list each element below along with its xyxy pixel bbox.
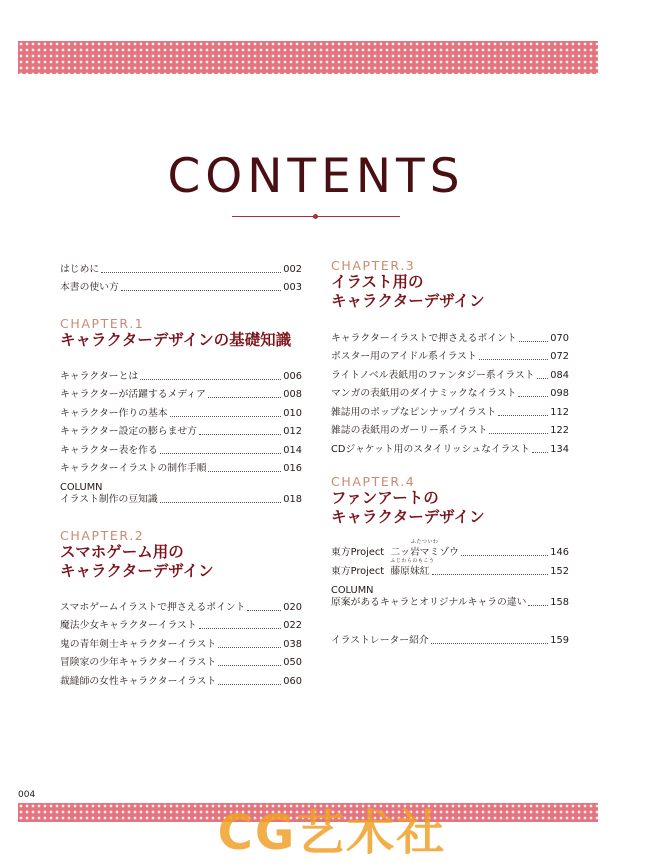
leader-dots [140, 379, 281, 380]
toc-entry-prefix: 東方Project [331, 565, 385, 577]
toc-left-column [60, 257, 302, 688]
toc-entry-title: 雑誌の表紙用のガーリー系イラスト [331, 425, 488, 436]
toc-entry-title: 鬼の青年剣士キャラクターイラスト [60, 638, 217, 650]
chapter-title[interactable]: イラスト用の キャラクターデザイン [331, 273, 485, 310]
toc-entry[interactable] [60, 438, 302, 457]
chapter-title[interactable]: キャラクターデザインの基礎知識 [60, 331, 292, 349]
page-title: CONTENTS [167, 149, 465, 204]
leader-dots [461, 555, 548, 556]
toc-entry-page: 159 [550, 635, 569, 646]
toc-entry[interactable] [60, 401, 302, 420]
toc-entry-title: キャラクター表を作る [60, 444, 158, 456]
chapter-label: CHAPTER.4 [331, 473, 416, 489]
toc-entry[interactable] [331, 559, 569, 578]
ruby-reading: ふじわらのもこう [390, 557, 435, 564]
toc-entry[interactable] [331, 541, 569, 560]
toc-entry[interactable] [331, 419, 569, 438]
toc-entry-title: 原案があるキャラとオリジナルキャラの違い [331, 596, 527, 608]
toc-entry[interactable] [60, 276, 302, 295]
leader-dots [218, 647, 281, 648]
toc-entry-title: 藤原妹紅 [390, 565, 430, 577]
page-number: 004 [18, 790, 36, 800]
toc-entry-page: 038 [283, 638, 302, 650]
leader-dots [160, 453, 282, 454]
toc-entry-page: 012 [283, 426, 302, 437]
toc-entry-page: 146 [550, 547, 569, 558]
toc-entry-title: マンガの表紙用のダイナミックなイラスト [331, 388, 517, 399]
toc-entry[interactable] [60, 632, 302, 651]
leader-dots [532, 452, 549, 453]
toc-entry-page: 084 [550, 369, 569, 381]
toc-column-entry[interactable] [60, 475, 302, 506]
leader-dots [479, 359, 549, 360]
toc-entry-title: 雑誌用のポップなピンナップイラスト [331, 406, 497, 418]
title-divider [232, 216, 400, 217]
toc-entry-page: 010 [283, 407, 302, 419]
toc-entry-title: 冒険家の少年キャラクターイラスト [60, 657, 217, 668]
toc-entry-page: 022 [283, 620, 302, 631]
toc-entry-page: 002 [283, 263, 302, 275]
toc-right-column [331, 258, 569, 647]
toc-entry[interactable] [331, 382, 569, 401]
toc-entry-title: キャラクターイラストで押さえるポイント [331, 332, 517, 344]
leader-dots [208, 471, 281, 472]
toc-entry-title: 裁縫師の女性キャラクターイラスト [60, 675, 217, 687]
toc-entry-page: 018 [283, 494, 302, 505]
toc-entry-page: 020 [283, 601, 302, 613]
leader-dots [218, 665, 281, 666]
chapter-title[interactable]: スマホゲーム用の キャラクターデザイン [60, 543, 214, 580]
toc-entry[interactable] [60, 595, 302, 614]
toc-entry[interactable] [60, 614, 302, 633]
toc-entry-title: イラスト制作の豆知識 [60, 494, 158, 505]
toc-entry-title: キャラクターイラストの制作手順 [60, 463, 207, 474]
toc-entry[interactable] [331, 629, 569, 648]
toc-entry-page: 060 [283, 675, 302, 687]
divider-dot [313, 214, 318, 219]
toc-entry[interactable] [331, 326, 569, 345]
toc-entry-title: 本書の使い方 [60, 282, 119, 293]
toc-entry-title: イラストレーター紹介 [331, 635, 429, 646]
toc-entry[interactable] [60, 364, 302, 383]
toc-entry-title: 魔法少女キャラクターイラスト [60, 620, 197, 631]
toc-entry-page: 152 [550, 565, 569, 577]
column-label: COLUMN [331, 584, 374, 596]
toc-entry[interactable] [60, 383, 302, 402]
leader-dots [431, 643, 549, 644]
toc-entry-page: 072 [550, 351, 569, 362]
toc-entry-page: 112 [550, 406, 569, 418]
toc-entry-page: 122 [550, 425, 569, 436]
leader-dots [208, 397, 281, 398]
top-decorative-band [18, 41, 598, 74]
toc-entry-page: 003 [283, 282, 302, 293]
leader-dots [498, 415, 548, 416]
toc-entry-title: 二ッ岩マミゾウ [390, 547, 459, 558]
toc-column-entry[interactable] [331, 578, 569, 609]
toc-entry-title: ポスター用のアイドル系イラスト [331, 351, 477, 362]
toc-entry-title: ライトノベル表紙用のファンタジー系イラスト [331, 369, 535, 381]
toc-entry[interactable] [331, 345, 569, 364]
leader-dots [218, 684, 281, 685]
toc-entry-title: キャラクターとは [60, 370, 139, 382]
toc-entry-page: 006 [283, 370, 302, 382]
leader-dots [518, 396, 548, 397]
toc-entry-page: 134 [550, 443, 569, 455]
toc-entry-page: 158 [550, 596, 569, 608]
chapter-title[interactable]: ファンアートの キャラクターデザイン [331, 488, 485, 526]
toc-entry-page: 098 [550, 388, 569, 399]
column-label: COLUMN [60, 482, 103, 493]
toc-entry[interactable] [331, 363, 569, 382]
toc-entry[interactable] [60, 457, 302, 476]
toc-entry[interactable] [60, 257, 302, 276]
ruby-reading: ふたついわ [410, 539, 439, 545]
toc-entry[interactable] [331, 437, 569, 456]
toc-entry-title: CDジャケット用のスタイリッシュなイラスト [331, 443, 530, 455]
toc-entry-page: 016 [283, 463, 302, 474]
leader-dots [432, 574, 549, 575]
toc-entry-prefix: 東方Project [331, 547, 385, 558]
toc-entry-title: はじめに [60, 263, 100, 275]
toc-entry[interactable] [60, 651, 302, 670]
leader-dots [199, 628, 282, 629]
leader-dots [247, 610, 281, 611]
toc-entry-page: 070 [550, 332, 569, 344]
leader-dots [121, 290, 282, 291]
leader-dots [528, 605, 548, 606]
watermark-logo: CG艺术社 [217, 805, 447, 861]
toc-entry-page: 008 [283, 389, 302, 400]
toc-entry[interactable] [60, 420, 302, 439]
leader-dots [101, 272, 281, 273]
leader-dots [489, 433, 548, 434]
toc-entry-title: キャラクター設定の膨らませ方 [60, 426, 197, 437]
toc-entry[interactable] [331, 400, 569, 419]
leader-dots [519, 341, 549, 342]
leader-dots [160, 502, 282, 503]
leader-dots [199, 434, 281, 435]
toc-entry-page: 014 [283, 444, 302, 456]
toc-entry-title: キャラクターが活躍するメディア [60, 389, 206, 400]
toc-entry[interactable] [60, 669, 302, 688]
leader-dots [170, 416, 282, 417]
chapter-label: CHAPTER.1 [60, 316, 145, 331]
toc-entry-title: スマホゲームイラストで押さえるポイント [60, 601, 246, 613]
toc-entry-title: キャラクター作りの基本 [60, 407, 168, 419]
chapter-label: CHAPTER.3 [331, 258, 416, 273]
chapter-label: CHAPTER.2 [60, 528, 145, 543]
leader-dots [537, 378, 549, 379]
toc-entry-page: 050 [283, 657, 302, 668]
